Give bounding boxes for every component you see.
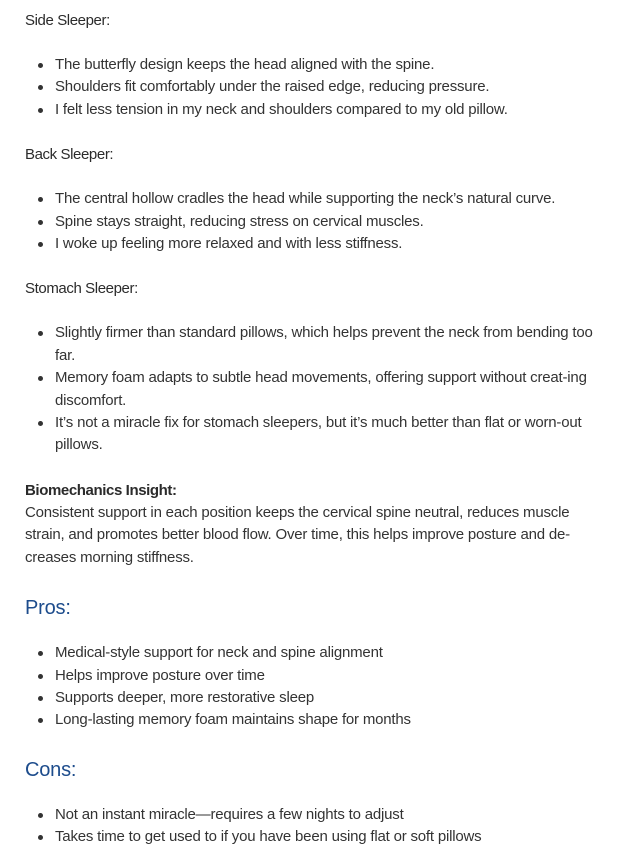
cons-heading: Cons: (25, 758, 77, 781)
list-item: Supports deeper, more restorative sleep (55, 687, 605, 709)
biomechanics-text: Consistent support in each position keeps the cervical spine neutral, reduces muscle strain, and promotes better blood flow. Over time, this helps improve posture and de-creases morning stiffness. (25, 503, 570, 566)
list-item: Not an instant miracle—requires a few nights to adjust (55, 804, 605, 826)
cons-list (25, 804, 605, 849)
list-item: It’s not a miracle fix for stomach sleepers, but it’s much better than flat or worn-out pillows. (55, 412, 605, 457)
pros-list (25, 642, 605, 732)
list-item: Long-lasting memory foam maintains shape for months (55, 709, 605, 731)
stomach-sleeper-heading: Stomach Sleeper: (25, 280, 138, 298)
back-sleeper-list (25, 188, 605, 255)
list-item: The central hollow cradles the head while supporting the neck’s natural curve. (55, 188, 605, 210)
list-item: The butterfly design keeps the head aligned with the spine. (55, 54, 605, 76)
list-item: Takes time to get used to if you have been using flat or soft pillows (55, 826, 605, 848)
biomechanics-heading: Biomechanics Insight: (25, 481, 177, 499)
side-sleeper-list (25, 54, 605, 121)
stomach-sleeper-list (25, 322, 605, 456)
list-item: Shoulders fit comfortably under the raised edge, reducing pressure. (55, 76, 605, 98)
list-item: Slightly firmer than standard pillows, which helps prevent the neck from bending too far. (55, 322, 605, 367)
list-item: I woke up feeling more relaxed and with less stiffness. (55, 233, 605, 255)
list-item: Medical-style support for neck and spine alignment (55, 642, 605, 664)
list-item: Spine stays straight, reducing stress on cervical muscles. (55, 211, 605, 233)
list-item: Helps improve posture over time (55, 665, 605, 687)
pros-heading: Pros: (25, 597, 71, 620)
list-item: Memory foam adapts to subtle head movements, offering support without creat-ing discomfort. (55, 367, 605, 412)
side-sleeper-heading: Side Sleeper: (25, 12, 110, 29)
list-item: I felt less tension in my neck and shoulders compared to my old pillow. (55, 99, 605, 121)
back-sleeper-heading: Back Sleeper: (25, 146, 114, 164)
